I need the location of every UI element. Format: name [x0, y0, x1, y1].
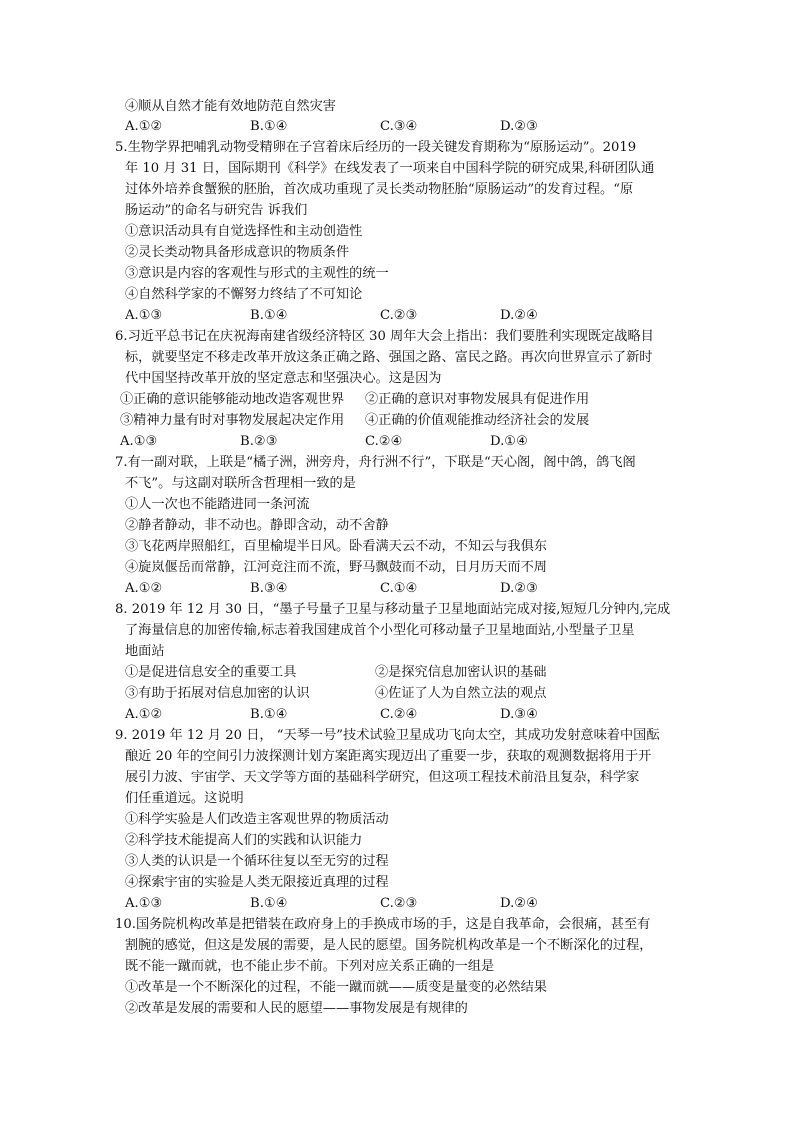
- q8-option-2: ②是探究信息加密认识的基础: [375, 665, 547, 680]
- q9-stem-line-4: 们任重道远。这说明: [125, 791, 244, 806]
- q7-answer-choices: [125, 579, 685, 599]
- q6-option-1: ①正确的意识能够能动地改造客观世界: [120, 392, 345, 407]
- q9-choice-c: C.②③: [380, 896, 418, 911]
- q5-stem-line-3: 过体外培养食蟹猴的胚胎，首次成功重现了灵长类动物胚胎“原肠运动”的发育过程。“原: [125, 182, 634, 197]
- q4-answer-choices: [125, 117, 685, 137]
- q6-choice-d: D.①④: [490, 434, 528, 449]
- q4-choice-c: C.③④: [380, 119, 418, 134]
- q7-choice-d: D.②③: [500, 581, 538, 596]
- q8-stem-line-3: 地面站: [125, 644, 165, 659]
- q8-option-4: ④佐证了人为自然立法的观点: [375, 686, 547, 701]
- q10-option-2: ②改革是发展的需要和人民的愿望——事物发展是有规律的: [125, 1001, 468, 1016]
- q7-option-4: ④旋岚偃岳而常静，江河竞注而不流，野马飘鼓而不动，日月历天而不周: [125, 560, 547, 575]
- q4-choice-b: B.①④: [250, 119, 288, 134]
- q7-option-3: ③飞花两岸照船红，百里榆堤半日风。卧看满天云不动，不知云与我俱东: [125, 539, 547, 554]
- q8-options-row-2: [125, 684, 685, 704]
- q9-option-2: ②科学技术能提高人们的实践和认识能力: [125, 833, 363, 848]
- q9-option-3: ③人类的认识是一个循环往复以至无穷的过程: [125, 854, 389, 869]
- q5-option-4: ④自然科学家的不懈努力终结了不可知论: [125, 287, 363, 302]
- q10-stem-line-2: 割腕的感觉，但这是发展的需要，是人民的愿望。国务院机构改革是一个不断深化的过程，: [125, 938, 653, 953]
- q6-answer-choices: [120, 432, 680, 452]
- q6-choice-c: C.②④: [365, 434, 403, 449]
- q9-stem-line-2: 酿近 20 年的空间引力波探测计划方案距离实现迈出了重要一步，获取的观测数据将用于开: [125, 749, 652, 764]
- q9-choice-b: B.①④: [250, 896, 288, 911]
- q5-option-1: ①意识活动具有自觉选择性和主动创造性: [125, 224, 363, 239]
- q8-choice-b: B.①④: [250, 707, 288, 722]
- q9-option-1: ①科学实验是人们改造主客观世界的物质活动: [125, 812, 389, 827]
- q5-stem-line-1: 5.生物学界把哺乳动物受精卵在子宫着床后经历的一段关键发育期称为“原肠运动”。2019: [115, 140, 637, 155]
- q5-option-3: ③意识是内容的客观性与形式的主观性的统一: [125, 266, 389, 281]
- q5-choice-d: D.②④: [500, 308, 538, 323]
- q5-choice-a: A.①③: [125, 308, 163, 323]
- q8-stem-line-2: 了海量信息的加密传输,标志着我国建成首个小型化可移动量子卫星地面站,小型量子卫星: [125, 623, 635, 638]
- q9-stem-line-1: 9. 2019 年 12 月 20 日， “天琴一号”技术试验卫星成功飞向太空，其成功发射意味着中国酝: [115, 728, 660, 743]
- q5-option-2: ②灵长类动物具备形成意识的物质条件: [125, 245, 350, 260]
- q4-choice-a: A.①②: [125, 119, 163, 134]
- q6-stem-line-3: 代中国坚持改革开放的坚定意志和坚强决心。这是因为: [125, 371, 442, 386]
- q10-stem-line-1: 10.国务院机构改革是把错装在政府身上的手换成市场的手，这是自我革命，会很痛，甚至有: [115, 917, 651, 932]
- q8-choice-d: D.③④: [500, 707, 538, 722]
- q9-option-4: ④探索宇宙的实验是人类无限接近真理的过程: [125, 875, 389, 890]
- q5-choice-b: B.①④: [250, 308, 288, 323]
- q8-choice-a: A.①②: [125, 707, 163, 722]
- q9-choice-a: A.①③: [125, 896, 163, 911]
- q8-options-row-1: [125, 663, 685, 683]
- q5-stem-line-2: 年 10 月 31 日，国际期刊《科学》在线发表了一项来自中国科学院的研究成果,科研团队通: [125, 161, 655, 176]
- q7-choice-a: A.①②: [125, 581, 163, 596]
- q8-option-1: ①是促进信息安全的重要工具: [125, 665, 297, 680]
- q8-option-3: ③有助于拓展对信息加密的认识: [125, 686, 310, 701]
- q10-option-1: ①改革是一个不断深化的过程，不能一蹴而就——质变是量变的必然结果: [125, 980, 547, 995]
- q7-choice-c: C.①④: [380, 581, 418, 596]
- q6-choice-a: A.①③: [120, 434, 158, 449]
- q7-option-1: ①人一次也不能踏进同一条河流: [125, 497, 310, 512]
- q5-answer-choices: [125, 306, 685, 326]
- q7-option-2: ②静者静动，非不动也。静即含动，动不舍静: [125, 518, 389, 533]
- q6-choice-b: B.②③: [240, 434, 278, 449]
- q6-option-3: ③精神力量有时对事物发展起决定作用: [120, 413, 345, 428]
- q8-stem-line-1: 8. 2019 年 12 月 30 日，“墨子号量子卫星与移动量子卫星地面站完成对接,短短几分钟内,完成: [115, 602, 671, 617]
- q7-choice-b: B.③④: [250, 581, 288, 596]
- q6-option-2: ②正确的意识对事物发展具有促进作用: [365, 392, 590, 407]
- q6-options-row-1: [120, 390, 680, 410]
- q8-choice-c: C.②④: [380, 707, 418, 722]
- q5-choice-c: C.②③: [380, 308, 418, 323]
- q4-choice-d: D.②③: [500, 119, 538, 134]
- q8-answer-choices: [125, 705, 685, 725]
- q9-choice-d: D.②④: [500, 896, 538, 911]
- q5-stem-line-4: 肠运动”的命名与研究告 诉我们: [125, 203, 308, 218]
- q6-stem-line-1: 6.习近平总书记在庆祝海南建省级经济特区 30 周年大会上指出：我们要胜利实现既定战略目: [115, 329, 654, 344]
- q7-stem-line-2: 不飞”。与这副对联所含哲理相一致的是: [125, 476, 356, 491]
- q7-stem-line-1: 7.有一副对联，上联是“橘子洲，洲旁舟，舟行洲不行”，下联是“天心阁，阁中鸽，鸽飞阁: [115, 455, 636, 470]
- q6-stem-line-2: 标，就要坚定不移走改革开放这条正确之路、强国之路、富民之路。再次向世界宣示了新时: [125, 350, 653, 365]
- q6-option-4: ④正确的价值观能推动经济社会的发展: [365, 413, 590, 428]
- q9-stem-line-3: 展引力波、宇宙学、天文学等方面的基础科学研究，但这项工程技术前沿且复杂，科学家: [125, 770, 640, 785]
- q9-answer-choices: [125, 894, 685, 914]
- q6-options-row-2: [120, 411, 680, 431]
- q4-option-4: ④顺从自然才能有效地防范自然灾害: [125, 99, 336, 114]
- q10-stem-line-3: 既不能一蹴而就，也不能止步不前。下列对应关系正确的一组是: [125, 959, 495, 974]
